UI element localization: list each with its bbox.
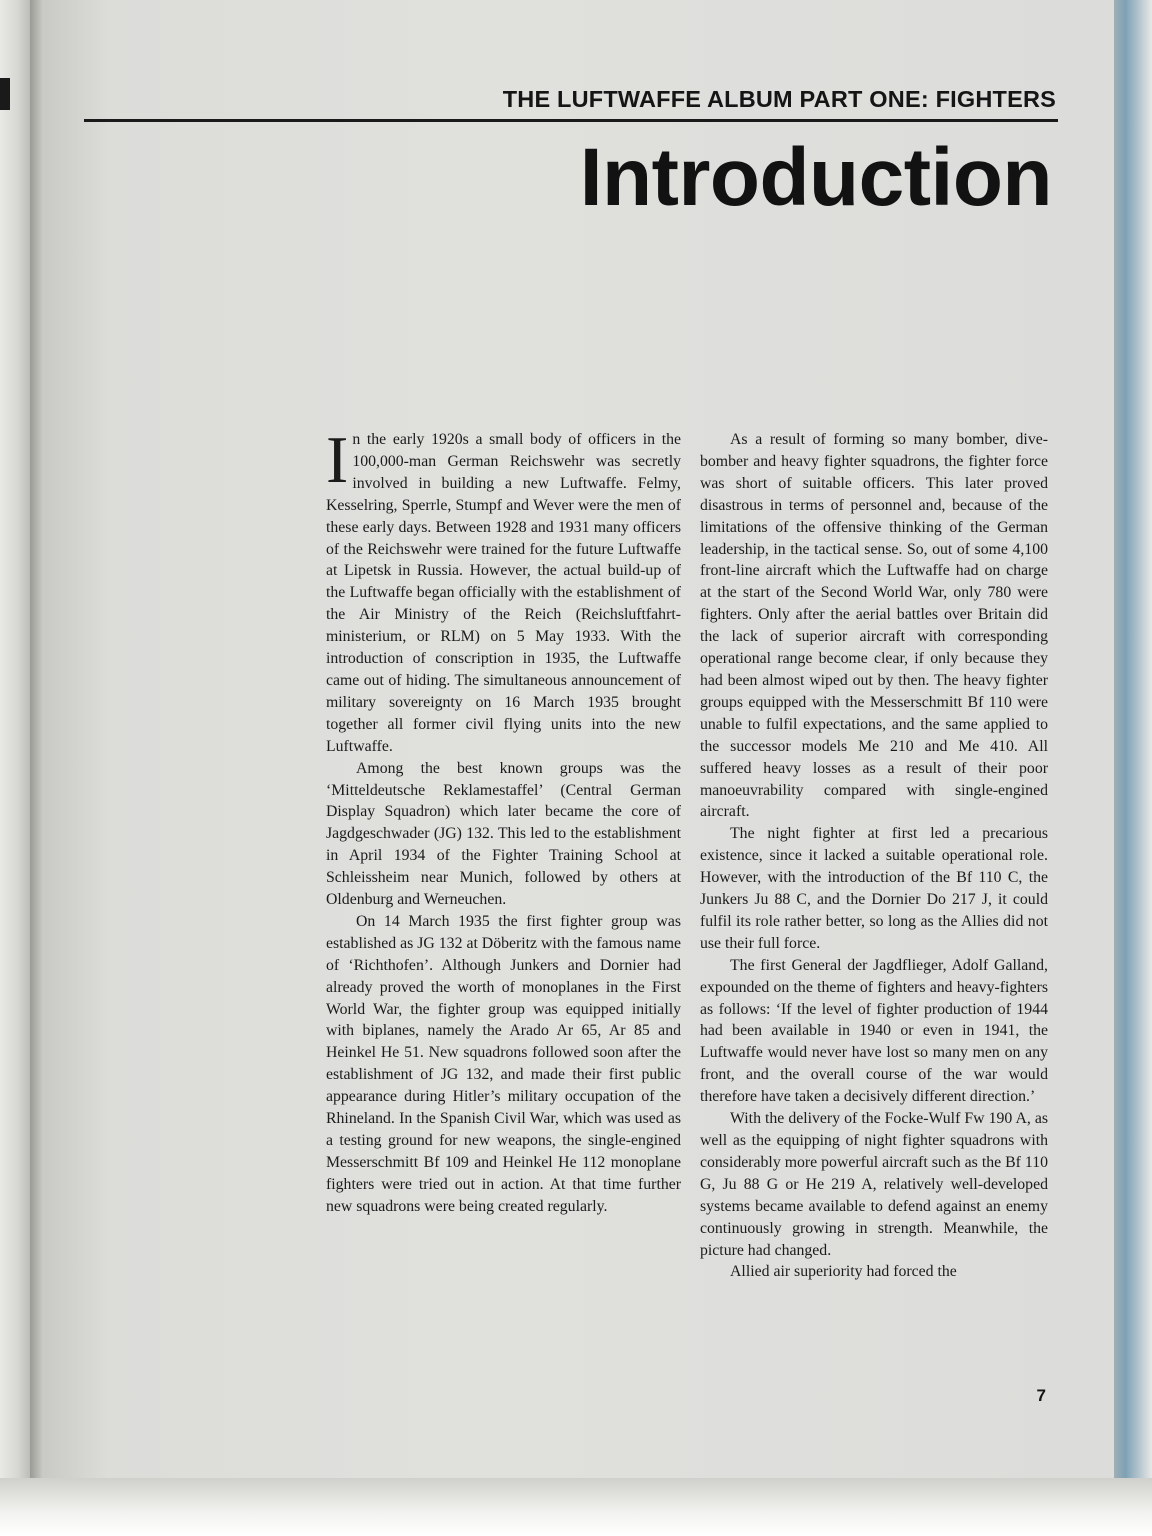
page-right-edge (1114, 0, 1152, 1480)
text-column-right (700, 429, 1048, 1283)
paragraph: As a result of forming so many bomber, dive-bomber and heavy fighter squadrons, the fighter force was short of suitable officers. This later proved disastrous in terms of personnel and, because of the limitations of the offensive thinking of the German leadership, in the tactical sense. So, out of some 4,100 front-line aircraft which the Luftwaffe had on charge at the start of the Second World War, only 780 were fighters. Only after the aerial battles over Britain did the lack of superior aircraft with corresponding operational range become clear, if only because they had been almost wiped out by then. The heavy fighter groups equipped with the Messerschmitt Bf 110 were unable to fulfil expectations, and the same applied to the successor models Me 210 and Me 410. All suffered heavy losses as a result of their poor manoeuvrability compared with single-engined aircraft. (700, 431, 1048, 821)
paragraph (326, 423, 681, 758)
page-title: Introduction (579, 132, 1052, 223)
paragraph-text: n the early 1920s a small body of officers in the 100,000-man German Reichswehr was secretly involved in building a new Luftwaffe. Felmy, Kesselring, Sperrle, Stumpf and Wever were the men of these early days. Between 1928 and 1931 many officers of the Reichswehr were trained for the future Luftwaffe at Lipetsk in Russia. However, the actual build-up of the Luftwaffe began officially with the establishment of the Air Ministry of the Reich (Reichsluftfahrt-ministerium, or RLM) on 5 May 1933. With the introduction of conscription in 1935, the Luftwaffe came out of hiding. The simultaneous announcement of military sovereignty on 16 March 1935 brought together all former civil flying units into the new Luftwaffe. (326, 431, 681, 755)
header-rule (84, 119, 1058, 122)
paragraph: The night fighter at first led a precarious existence, since it lacked a suitable operational role. However, with the introduction of the Bf 110 C, the Junkers Ju 88 C, and the Dornier Do 217 J, it could fulfil its role rather better, so long as the Allies did not use their full force. (700, 825, 1048, 952)
table-surface (0, 1478, 1152, 1536)
page-number: 7 (1036, 1386, 1046, 1405)
drop-cap: I (326, 423, 349, 497)
paragraph: Among the best known groups was the ‘Mitteldeutsche Reklamestaffel’ (Central German Display Squadron) which later became the core of Jagdgeschwader (JG) 132. This led to the establishment in April 1934 of the Fighter Training School at Schleissheim near Munich, followed by others at Oldenburg and Werneuchen. (326, 759, 681, 909)
paragraph: On 14 March 1935 the first fighter group was established as JG 132 at Döberitz with the famous name of ‘Richthofen’. Although Junkers and Dornier had already proved the worth of monoplanes in the First World War, the fighter group was equipped initially with biplanes, namely the Arado Ar 65, Ar 85 and Heinkel He 51. New squadrons followed soon after the establishment of JG 132, and made their first public appearance during Hitler’s military occupation of the Rhineland. In the Spanish Civil War, which was used as a testing ground for new weapons, the single-engined Messerschmitt Bf 109 and Heinkel He 112 monoplane fighters were tried out in action. At that time further new squadrons were being created regularly. (326, 912, 681, 1215)
running-head: THE LUFTWAFFE ALBUM PART ONE: FIGHTERS (502, 86, 1056, 112)
paragraph: The first General der Jagdflieger, Adolf Galland, expounded on the theme of fighters and heavy-fighters as follows: ‘If the level of fighter production of 1944 had been available in 1940 or even in 1941, the Luftwaffe would never have lost so many men on any front, and the overall course of the war would therefore have taken a decisively different direction.’ (700, 956, 1048, 1106)
text-column-left (326, 423, 681, 1218)
book-spine-edge (0, 0, 30, 1536)
paragraph: With the delivery of the Focke-Wulf Fw 190 A, as well as the equipping of night fighter squadrons with considerably more powerful aircraft such as the Bf 110 G, Ju 88 G or He 219 A, relatively well-developed systems became available to defend against an enemy continuously growing in strength. Meanwhile, the picture had changed. (700, 1110, 1048, 1259)
previous-page-edge-mark (0, 78, 10, 110)
paragraph: Allied air superiority had forced the (730, 1263, 957, 1281)
